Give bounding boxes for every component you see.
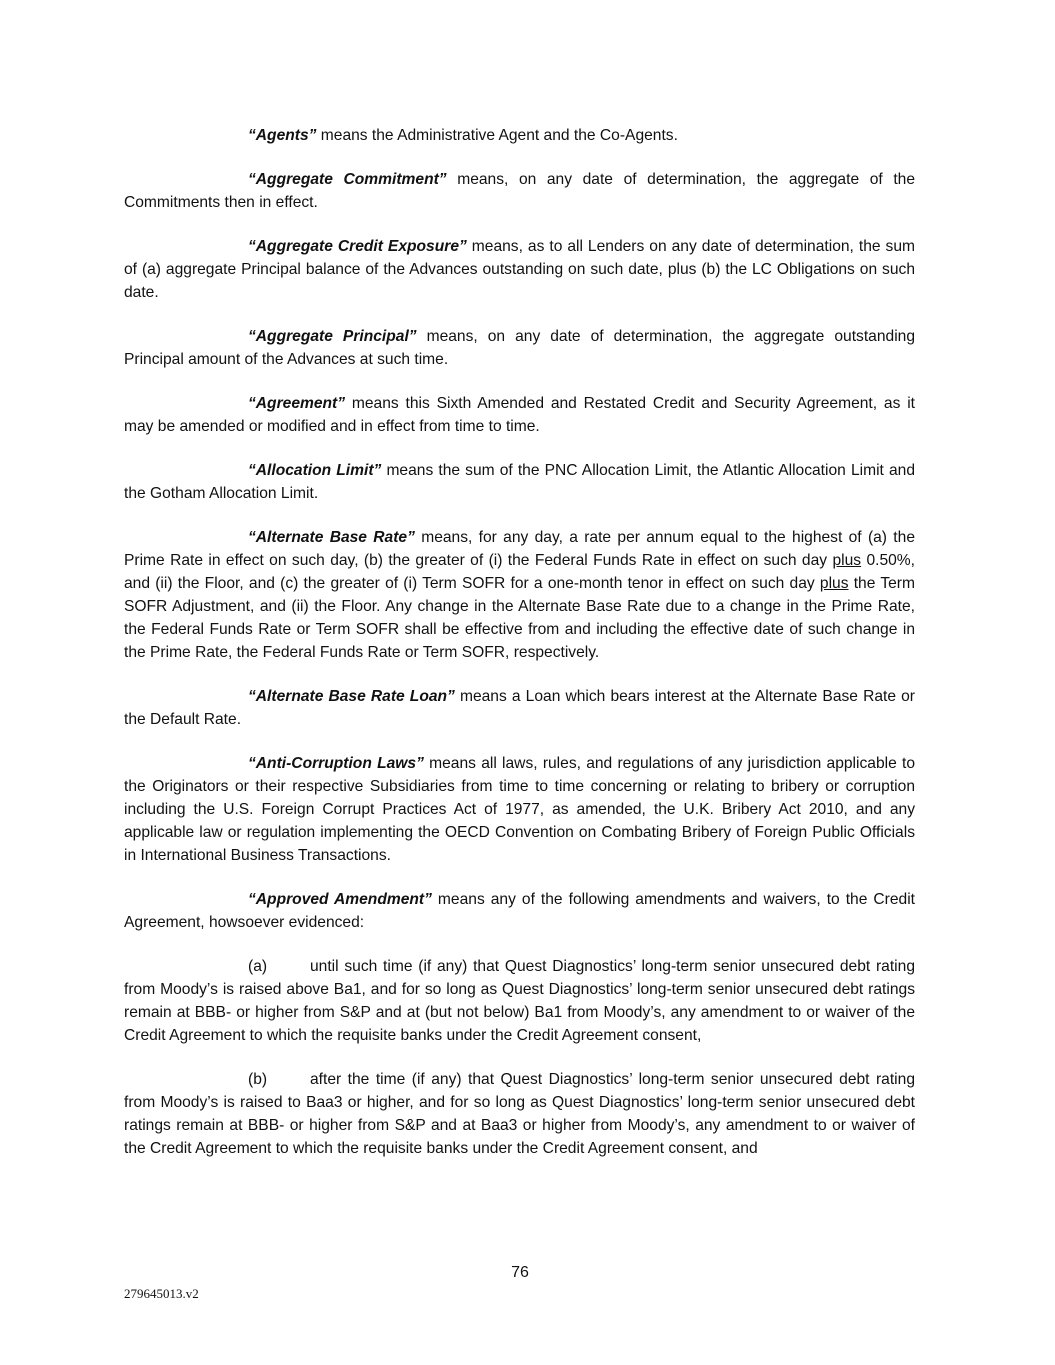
page-number: 76 — [511, 1264, 529, 1281]
definition-text: means any of the following amendments and waivers, to the Credit Agreement, howsoever evidenced: — [124, 891, 916, 931]
definition-text: means, for any day, a rate per annum equal to the highest of (a) the Prime Rate in effect on such day, (b) the greater of (i) the Federal Funds Rate in effect on such day — [124, 529, 915, 569]
defined-term: “Aggregate Commitment” — [248, 171, 447, 188]
definition-alternate-base-rate — [124, 526, 915, 664]
definition-approved-amendment — [124, 888, 915, 934]
definition-text: means the sum of the PNC Allocation Limit, the Atlantic Allocation Limit and the Gotham Allocation Limit. — [124, 462, 915, 502]
defined-term: “Approved Amendment” — [248, 891, 432, 908]
definition-aggregate-credit-exposure — [124, 235, 915, 304]
defined-term: “Aggregate Credit Exposure” — [248, 238, 467, 255]
definition-agreement — [124, 392, 915, 438]
definition-agents — [124, 124, 915, 147]
clause-a — [124, 955, 915, 1047]
definition-text: means the Administrative Agent and the Co-Agents. — [316, 127, 678, 144]
definition-text: means a Loan which bears interest at the Alternate Base Rate or the Default Rate. — [124, 688, 915, 728]
definition-text: means all laws, rules, and regulations of any jurisdiction applicable to the Originators or their respective Subsidiaries from time to time concerning or relating to bribery or corruption including the U.S. Foreign Corrupt Practices Act of 1977, as amended, the U.K. Bribery Act 2010, and any applicable law or regulation implementing the OECD Convention on Combating Bribery of Foreign Public Officials in International Business Transactions. — [124, 755, 916, 864]
defined-term: “Aggregate Principal” — [248, 328, 417, 345]
clause-b — [124, 1068, 915, 1160]
definition-aggregate-commitment — [124, 168, 915, 214]
clause-text: until such time (if any) that Quest Diagnostics’ long-term senior unsecured debt rating from Moody’s is raised above Ba1, and for so long as Quest Diagnostics’ long-term senior unsecured debt ratings remain at BBB- or higher from S&P and at (but not below) Ba1 from Moody’s, any amendment to or waiver of the Credit Agreement to which the requisite banks under the Credit Agreement consent, — [124, 958, 915, 1044]
definition-aggregate-principal — [124, 325, 915, 371]
defined-term: “Allocation Limit” — [248, 462, 382, 479]
clause-text: after the time (if any) that Quest Diagnostics’ long-term senior unsecured debt rating from Moody’s is raised to Baa3 or higher, and for so long as Quest Diagnostics’ long-term senior unsecured debt ratings remain at BBB- or higher from S&P and at Baa3 or higher from Moody’s, any amendment to or waiver of the Credit Agreement to which the requisite banks under the Credit Agreement consent, and — [124, 1071, 915, 1157]
definitions-body — [124, 124, 915, 1181]
definition-text: means, on any date of determination, the aggregate outstanding Principal amount of the Advances at such time. — [124, 328, 915, 368]
underlined-plus: plus — [832, 552, 862, 569]
definition-text: means, on any date of determination, the aggregate of the Commitments then in effect. — [124, 171, 915, 211]
defined-term: “Anti-Corruption Laws” — [248, 755, 424, 772]
defined-term: “Agreement” — [248, 395, 346, 412]
definition-text: 0.50%, and (ii) the Floor, and (c) the greater of (i) Term SOFR for a one-month tenor in effect on such day — [124, 552, 915, 592]
definition-anti-corruption-laws — [124, 752, 915, 867]
definition-text: means this Sixth Amended and Restated Credit and Security Agreement, as it may be amended or modified and in effect from time to time. — [124, 395, 915, 435]
definition-allocation-limit — [124, 459, 915, 505]
definition-text: the Term SOFR Adjustment, and (ii) the Floor. Any change in the Alternate Base Rate due to a change in the Prime Rate, the Federal Funds Rate or Term SOFR shall be effective from and including the effective date of such change in the Prime Rate, the Federal Funds Rate or Term SOFR, respectively. — [124, 575, 915, 661]
defined-term: “Alternate Base Rate” — [248, 529, 415, 546]
definition-alternate-base-rate-loan — [124, 685, 915, 731]
document-id: 279645013.v2 — [124, 1286, 199, 1301]
definition-text: means, as to all Lenders on any date of determination, the sum of (a) aggregate Principal balance of the Advances outstanding on such date, plus (b) the LC Obligations on such date. — [124, 238, 915, 301]
defined-term: “Agents” — [248, 127, 317, 144]
defined-term: “Alternate Base Rate Loan” — [248, 688, 455, 705]
clause-label: (b) — [248, 1071, 268, 1088]
clause-label: (a) — [248, 958, 268, 975]
underlined-plus: plus — [819, 575, 849, 592]
